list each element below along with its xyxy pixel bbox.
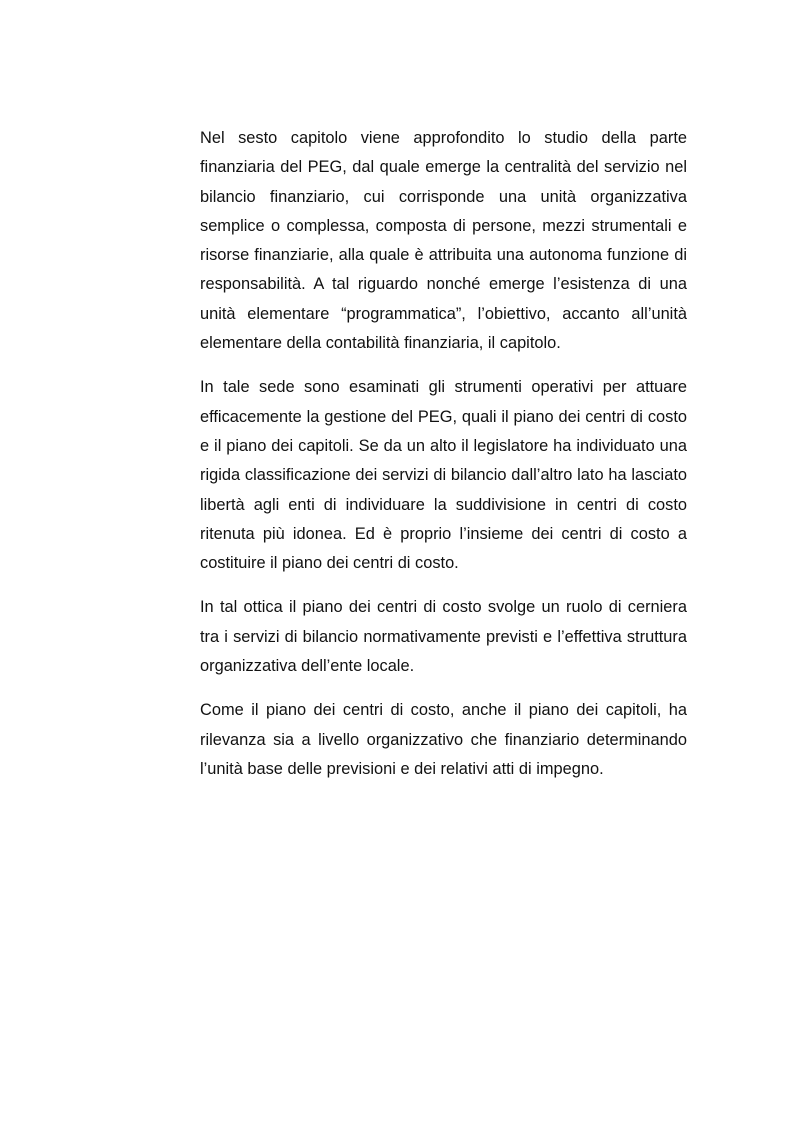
paragraph-3: In tal ottica il piano dei centri di costo svolge un ruolo di cerniera tra i servizi di bilancio normativamente previsti e l’effettiva struttura organizzativa dell’ente locale.	[200, 598, 687, 676]
paragraph-2: In tale sede sono esaminati gli strumenti operativi per attuare efficacemente la gestione del PEG, quali il piano dei centri di costo e il piano dei capitoli. Se da un alto il legislatore ha individuato una rigida classificazione dei servizi di bilancio dall’altro lato ha lasciato libertà agli enti di individuare la suddivisione in centri di costo ritenuta più idonea. Ed è proprio l’insieme dei centri di costo a costituire il piano dei centri di costo.	[200, 378, 687, 573]
paragraph-4: Come il piano dei centri di costo, anche il piano dei capitoli, ha rilevanza sia a livello organizzativo che finanziario determinando l’unità base delle previsioni e dei relativi atti di impegno.	[200, 701, 687, 778]
body-text	[200, 124, 687, 799]
paragraph-1: Nel sesto capitolo viene approfondito lo studio della parte finanziaria del PEG, dal quale emerge la centralità del servizio nel bilancio finanziario, cui corrisponde una unità organizzativa semplice o complessa, composta di persone, mezzi strumentali e risorse finanziarie, alla quale è attribuita una autonoma funzione di responsabilità. A tal riguardo nonché emerge l’esistenza di una unità elementare “programmatica”, l’obiettivo, accanto all’unità elementare della contabilità finanziaria, il capitolo.	[200, 129, 687, 353]
